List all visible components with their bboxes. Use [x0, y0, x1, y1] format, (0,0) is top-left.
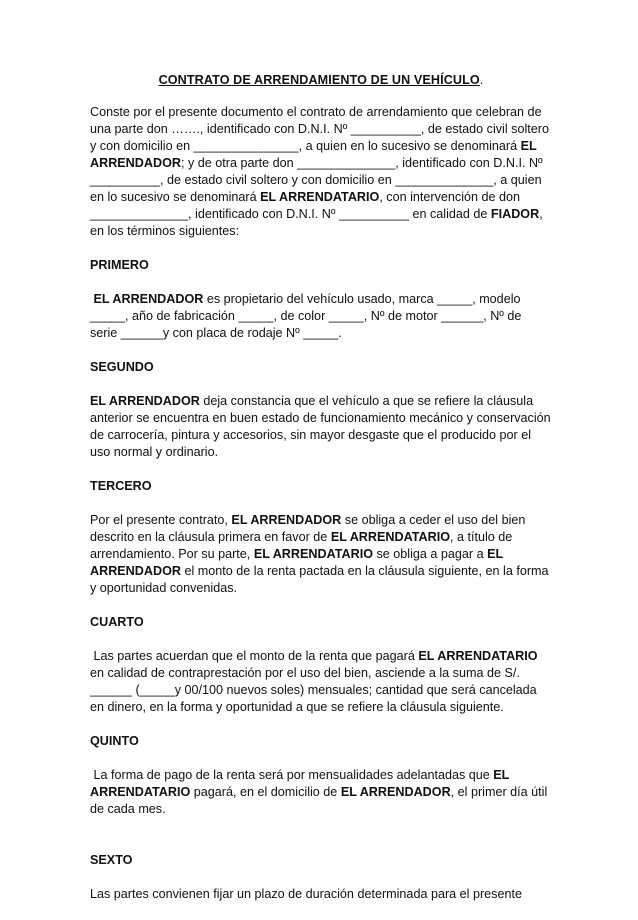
bold-term: EL ARRENDADOR	[90, 139, 540, 170]
text-run: , con intervención de don ______________, identificado con D.N.I. Nº __________ en calidad de	[90, 190, 524, 221]
text-run: ; y de otra parte don ______________, identificado con D.N.I. Nº __________, de estado civil soltero y con domicilio en ______________, a quien en lo sucesivo se denominará	[90, 156, 547, 204]
bold-term: EL ARRENDADOR	[90, 547, 507, 578]
clause-body-segundo	[90, 393, 555, 461]
text-run: el monto de la renta pactada en la cláusula siguiente, en la forma y oportunidad convenidas.	[90, 564, 553, 595]
text-run: pagará, en el domicilio de	[190, 785, 341, 799]
bold-term: EL ARRENDATARIO	[253, 547, 373, 561]
document-title	[90, 72, 552, 89]
text-run: deja constancia que el vehículo a que se refiere la cláusula anterior se encuentra en buen estado de funcionamiento mecánico y conservación de carrocería, pintura y accesorios, sin mayor desgaste que el producido por el uso normal y ordinario.	[90, 394, 555, 459]
clause-body-primero	[90, 291, 552, 342]
text-run: Conste por el presente documento el contrato de arrendamiento que celebran de una parte don ……., identificado con D.N.I. Nº __________, de estado civil soltero y con domicilio en _______________, a quien en lo sucesivo se denominará	[90, 105, 553, 153]
clause-heading-segundo: SEGUNDO	[90, 360, 154, 374]
bold-term: EL ARRENDATARIO	[260, 190, 380, 204]
text-run: , en los términos siguientes:	[90, 207, 547, 238]
clause-heading-tercero: TERCERO	[90, 479, 152, 493]
intro-paragraph	[90, 104, 552, 240]
text-run: se obliga a pagar a	[373, 547, 488, 561]
clause-body-sexto	[90, 886, 552, 903]
bold-term: FIADOR	[490, 207, 540, 221]
bold-term: EL ARRENDATARIO	[90, 768, 513, 799]
clause-body-cuarto	[90, 648, 552, 716]
clause-heading-sexto: SEXTO	[90, 853, 133, 867]
text-run: , el primer día útil de cada mes.	[90, 785, 551, 816]
text-run: se obliga a ceder el uso del bien descrito en la cláusula primera en favor de	[90, 513, 529, 544]
clause-body-quinto	[90, 767, 552, 818]
title-period: .	[479, 73, 484, 87]
bold-term: EL ARRENDATARIO	[330, 530, 450, 544]
text-run: es propietario del vehículo usado, marca _____, modelo _____, año de fabricación _____, de color _____, Nº de motor ______, Nº de serie ______y con placa de rodaje Nº _____.	[90, 292, 525, 340]
clause-heading-quinto: QUINTO	[90, 734, 139, 748]
bold-term: EL ARRENDADOR	[93, 292, 204, 306]
text-run: Por el presente contrato,	[90, 513, 232, 527]
bold-term: EL ARRENDADOR	[231, 513, 342, 527]
title-text: CONTRATO DE ARRENDAMIENTO DE UN VEHÍCULO	[158, 73, 480, 87]
clause-heading-cuarto: CUARTO	[90, 615, 144, 629]
text-run: en calidad de contraprestación por el uso del bien, asciende a la suma de S/. ______ (_____y 00/100 nuevos soles) mensuales; cantidad que será cancelada en dinero, en la forma y oportunidad a que se refiere la cláusula siguiente.	[90, 649, 542, 714]
clause-heading-primero: PRIMERO	[90, 258, 149, 272]
clause-body-tercero	[90, 512, 552, 597]
text-run: Las partes acuerdan que el monto de la renta que pagará	[90, 649, 419, 663]
text-run: La forma de pago de la renta será por mensualidades adelantadas que	[90, 768, 494, 782]
bold-term: EL ARRENDATARIO	[418, 649, 538, 663]
text-run: , a título de arrendamiento. Por su parte,	[90, 530, 516, 561]
text-run: Las partes convienen fijar un plazo de duración determinada para el presente	[90, 887, 522, 901]
bold-term: EL ARRENDADOR	[90, 394, 200, 408]
document-page	[90, 72, 555, 920]
bold-term: EL ARRENDADOR	[340, 785, 451, 799]
